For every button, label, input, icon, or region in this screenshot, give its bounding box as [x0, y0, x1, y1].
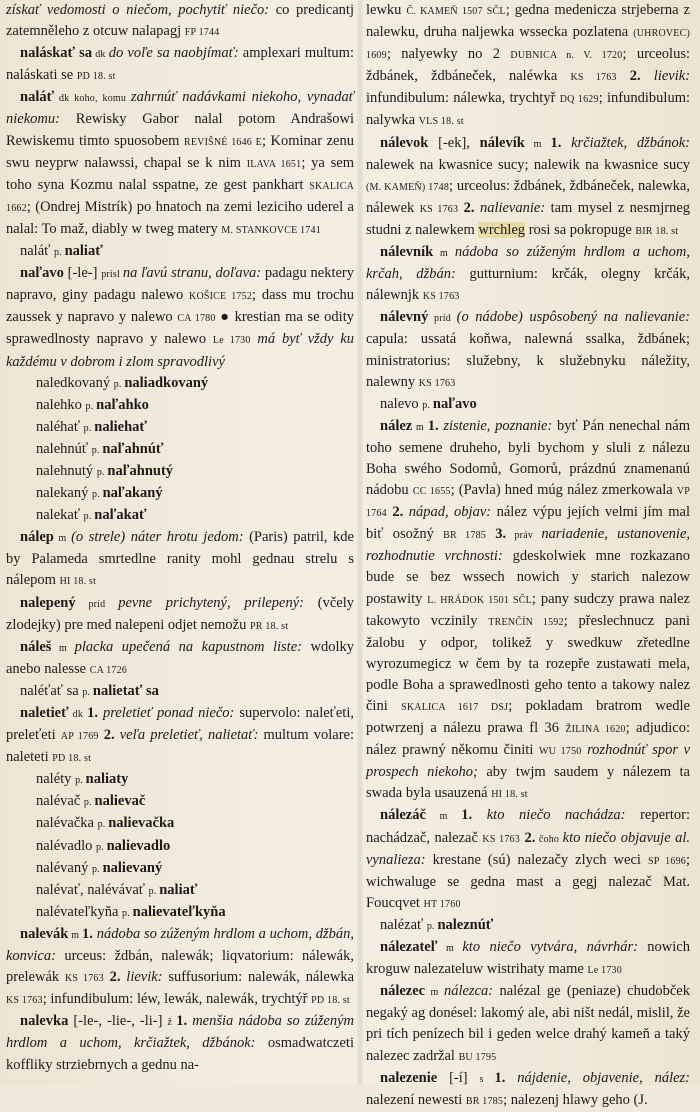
source-abbreviation: m [524, 138, 551, 150]
dictionary-entry [6, 791, 354, 813]
source-abbreviation: p. [83, 797, 95, 809]
entry-text [486, 526, 495, 542]
headword: naletieť [20, 705, 69, 721]
source-abbreviation: Le 1730 [212, 335, 251, 347]
headword: naliadkovaný [124, 374, 209, 391]
headword: nalievač [94, 793, 146, 810]
headword: nalietať sa [92, 682, 159, 699]
dictionary-entry [6, 769, 354, 791]
definition-text: lievik: [653, 68, 691, 85]
source-abbreviation: p. [83, 422, 95, 434]
entry-text: ; nalezenj hlawy geho (J. [503, 1091, 648, 1108]
source-abbreviation: CA 1726 [89, 664, 127, 676]
source-abbreviation: m [53, 533, 72, 545]
headword: nález [380, 417, 413, 434]
entry-text: [-le-] [63, 265, 102, 282]
dictionary-entry [6, 241, 354, 263]
source-abbreviation: p. [96, 841, 107, 853]
source-abbreviation: PD 18. st [311, 995, 350, 1007]
definition-text: zistenie, poznanie: [443, 417, 553, 434]
source-abbreviation: CC 1655 [412, 486, 451, 498]
dictionary-entry [366, 981, 690, 1067]
source-abbreviation: KS 1763 [64, 973, 104, 985]
dictionary-entry [6, 439, 354, 461]
entry-text: byť Pán nenechal nám toho semene druheho, byli bychom y sluli z nálezu Boha swého Sodomů, Gomorů, prázdnú znamenanú nádobu [366, 417, 691, 499]
source-abbreviation: p. [148, 885, 160, 897]
source-abbreviation: KS 1763 [570, 72, 617, 84]
headword: 1. [461, 807, 473, 824]
source-abbreviation: dk [68, 709, 88, 720]
entry-text: nalekať [36, 507, 84, 524]
source-abbreviation: p. [82, 686, 93, 698]
definition-text: nádoba so zúženým hrdlom a uchom, džbán, konvica: [6, 925, 354, 965]
source-abbreviation: VP 1764 [366, 486, 690, 520]
entry-text: gdeskolwiek mne rozkazano bude se bez wssech nowich y starich nalezow postawity [366, 548, 690, 607]
headword: naliať [64, 243, 103, 260]
source-abbreviation: TRENČÍN 1592 [488, 616, 564, 628]
source-abbreviation: HT 1760 [423, 898, 461, 910]
headword: náleš [20, 638, 52, 655]
source-abbreviation: SKALICA 1662 [6, 180, 354, 214]
source-abbreviation: KS 1763 [482, 833, 520, 845]
entry-text: supervolo: naleťeti, preleťeti [6, 705, 354, 744]
headword: naľahnutý [107, 462, 174, 479]
source-abbreviation: m [425, 987, 444, 999]
definition-text: (o nádobe) uspôsobený na nalievanie: [456, 309, 690, 326]
source-abbreviation: M. STANKOVCE 1741 [221, 224, 321, 236]
source-abbreviation: ž [167, 1017, 177, 1029]
source-abbreviation: PD 18. st [76, 71, 116, 83]
dictionary-entry [366, 0, 690, 133]
entry-text: ; gedna medenicza strjeberna z nalewku, druha naljewka wssecka pozlatena [366, 2, 690, 41]
definition-text: nariadenie, ustanovenie, rozhodnutie vrchnosti: [366, 526, 691, 565]
dictionary-entry [366, 1068, 690, 1112]
source-abbreviation: p. [426, 920, 438, 932]
source-abbreviation: SP 1696 [647, 855, 686, 867]
definition-text: nájdenie, objavenie, nález: [517, 1069, 691, 1086]
headword: nálep [20, 529, 54, 546]
headword: naľakaný [102, 485, 163, 502]
definition-text: nádoba so zúženým hrdlom a uchom, krčah, džbán: [366, 244, 690, 283]
source-abbreviation: s [479, 1073, 495, 1085]
headword: 2. [463, 199, 475, 216]
headword: nálezáč [380, 807, 426, 824]
entry-text: ; infundibulum: nalywka [366, 90, 690, 129]
source-abbreviation: prísl [101, 269, 123, 281]
entry-text: nalévačka [36, 815, 98, 832]
left-column [6, 0, 354, 1085]
definition-text: krčiažtek, džbánok: [571, 134, 690, 151]
source-abbreviation: BIR 18. st [635, 225, 679, 237]
source-abbreviation: dk koho, komu [54, 93, 131, 105]
entry-text: ; (Ondrej Mistrík) po hnatoch na zemi leziciho uderel a nalal: To maž, diably w tweg matery [6, 198, 354, 237]
headword: naleznúť [437, 916, 494, 933]
entry-text: nalevo [380, 395, 423, 412]
definition-text: placka upečená na kapustnom liste: [74, 638, 302, 655]
headword: naliať [159, 881, 198, 898]
entry-text: nalévateľkyňa [36, 903, 123, 920]
entry-text: osmadwatczeti koffliky strziebrnych a gednu na- [6, 1035, 354, 1073]
entry-text: wrchleg [478, 221, 526, 238]
source-abbreviation: m [425, 811, 462, 823]
source-abbreviation: KOŠICE 1752 [189, 291, 253, 303]
headword: 1. [82, 925, 93, 942]
dictionary-entry [6, 483, 354, 505]
headword: nalepený [20, 594, 76, 611]
source-abbreviation: Č. KAMEŇ 1507 SČL [406, 6, 506, 17]
definition-text: nalievanie: [479, 199, 546, 216]
dictionary-entry [6, 505, 354, 527]
source-abbreviation: m [437, 943, 463, 955]
dictionary-entry [366, 242, 690, 307]
entry-text: ; infundibulum: léw, lewák, nalewák, trychtýř [42, 991, 312, 1008]
dictionary-entry [6, 813, 354, 835]
headword: naliehať [94, 418, 147, 435]
dictionary-entry [366, 805, 690, 914]
entry-text: gutturnium: krčák, olegny krčák, nálewnjk [366, 266, 690, 304]
entry-text: wdolky anebo nalesse [6, 638, 355, 677]
source-abbreviation: p. [91, 489, 103, 501]
source-abbreviation: príd [428, 313, 457, 325]
source-abbreviation: PR 18. st [250, 620, 289, 632]
dictionary-entry [6, 527, 354, 592]
source-abbreviation: práv [506, 530, 542, 542]
source-abbreviation: čoho [535, 833, 563, 845]
entry-text: ; adjudico: nález prawný někomu činiti [366, 720, 690, 759]
entry-text: (Paris) patril, kde by Palameda smrtedlne ranity mohl gednau strelu s nálepom [6, 529, 354, 589]
entry-text: rosi sa pokropuge [525, 221, 636, 238]
entry-text [641, 68, 654, 84]
dictionary-entry [6, 880, 354, 902]
source-abbreviation: ŽILINA 1620 [565, 724, 626, 736]
dictionary-entry [366, 937, 690, 981]
entry-text: amplexari multum: naláskati se [6, 45, 354, 84]
headword: nalievačka [108, 815, 175, 832]
entry-text: nalévadlo [36, 837, 96, 854]
definition-text: (o strele) náter hrotu jedom: [71, 529, 244, 546]
headword: 3. [495, 526, 507, 543]
dictionary-entry [366, 307, 690, 393]
headword: 2. [109, 969, 121, 986]
source-abbreviation: p. [422, 399, 433, 411]
source-abbreviation: príd [75, 598, 119, 610]
entry-text: nalewek na kwasnice sucy; nalewik na kwasnice sucy [366, 156, 690, 173]
source-abbreviation: BU 1795 [458, 1051, 497, 1063]
dictionary-entry [366, 394, 690, 416]
entry-text: [-ek], [428, 134, 480, 151]
source-abbreviation: CA 1780 [177, 313, 216, 325]
source-abbreviation: HI 18. st [59, 576, 97, 588]
entry-text: nalézať [380, 916, 427, 933]
headword: nálezateľ [380, 939, 438, 956]
dictionary-entry [6, 593, 354, 637]
headword: 2. [103, 727, 115, 744]
source-abbreviation: DUBNICA n. V. 1720 [510, 50, 623, 62]
dictionary-entry [6, 0, 354, 43]
source-abbreviation: p. [96, 466, 108, 478]
headword: 1. [550, 134, 562, 151]
entry-text: suffusorium: nalewák, nálewka [162, 969, 355, 986]
definition-text: nápad, objav: [408, 504, 492, 521]
headword: naľakať [94, 507, 147, 524]
dictionary-entry [6, 924, 354, 1011]
source-abbreviation: p. [113, 378, 125, 390]
source-abbreviation: p. [91, 444, 103, 456]
right-column [366, 0, 691, 1108]
entry-text: nalehnúť [36, 440, 92, 457]
headword: nalevák [20, 925, 69, 942]
source-abbreviation: REVIŠNÉ 1646 E [183, 136, 262, 148]
headword: nálevok [380, 134, 429, 151]
source-abbreviation: p. [53, 247, 65, 259]
source-abbreviation: VLS 18. st [418, 116, 464, 128]
dictionary-entry [6, 703, 354, 769]
dictionary-entry [6, 417, 354, 439]
headword: nálevný [380, 309, 429, 326]
headword: 2. [524, 829, 536, 846]
entry-text: naléťať sa [20, 682, 83, 699]
source-abbreviation: m [68, 929, 83, 941]
source-abbreviation: L. HRÁDOK 1501 SČL [427, 594, 532, 606]
source-abbreviation: p. [85, 400, 97, 412]
source-abbreviation: KS 1763 [6, 995, 43, 1007]
entry-text: [-í] [437, 1069, 480, 1086]
definition-text: zahrnúť nadávkami niekoho, vynadať niekomu: [6, 89, 355, 128]
definition-text: menšia nádoba so zúženým hrdlom a uchom, krčiažtek, džbánok: [6, 1013, 354, 1052]
headword: naľahko [96, 396, 149, 413]
headword: naliaty [85, 771, 129, 788]
entry-text: (včely zlodejky) pre med nalepeni odjet nemožu [6, 594, 355, 633]
entry-text: ; urceolus: ždbánek, ždbáneček, naléwka [366, 46, 691, 85]
headword: nalievadlo [106, 837, 171, 854]
definition-text: lievik: [126, 969, 163, 986]
entry-text: ; Kominar zenu swu neyprw nalawssi, chapal se k nim [6, 132, 354, 171]
entry-text: naláť [20, 243, 54, 260]
entry-text: nález výpu jejích velmi jím mal biť osožný [366, 504, 690, 543]
source-abbreviation: p. [83, 511, 95, 523]
source-abbreviation: m [51, 642, 75, 654]
entry-text: ; dass mu trochu zaussek y napravo y nalewo [6, 287, 354, 326]
entry-text: aby twjm saudem y nálezem ta swada byla usauzená [366, 764, 690, 802]
definition-text: získať vedomosti o niečom, pochytiť niečo: [6, 2, 270, 18]
headword: 1. [87, 705, 98, 721]
headword: nálevík [479, 134, 525, 151]
entry-text: naledkovaný [36, 374, 114, 391]
headword: naľahnúť [102, 440, 164, 457]
source-abbreviation: DQ 1629 [559, 94, 599, 106]
headword: naláskať sa [20, 45, 93, 62]
source-abbreviation: BR 1785 [465, 1095, 504, 1107]
entry-text: ; wichwaluge se gedna mast a gegj nalezač Mat. Foucqvet [366, 851, 690, 911]
source-abbreviation: KS 1763 [419, 203, 459, 215]
source-abbreviation: dk [92, 49, 109, 61]
source-abbreviation: m [412, 421, 428, 433]
entry-text: multum volare: naleteti [6, 727, 355, 766]
entry-text [617, 68, 630, 84]
entry-text: nalévaný [36, 859, 92, 876]
entry-text [472, 807, 487, 823]
entry-text: ● krestian ma se odity sprawedlnosty napravo y nalewo [6, 309, 354, 348]
source-abbreviation: FP 1744 [184, 27, 220, 39]
entry-text: repertor: nachádzač, nalezač [366, 807, 690, 846]
entry-text: ; (Pavla) hned múg nález zmerkowala [450, 482, 677, 499]
headword: nalevka [20, 1013, 69, 1030]
source-abbreviation: PD 18. st [52, 753, 92, 765]
dictionary-entry [6, 902, 354, 924]
dictionary-entry [6, 87, 354, 241]
definition-text: má byť vždy ku každému v dobrom i zlom spravodlivý [6, 331, 355, 370]
dictionary-entry [6, 263, 354, 372]
definition-text: do voľe sa naobjímať: [108, 45, 239, 62]
headword: naľavo [20, 265, 64, 282]
source-abbreviation: ILAVA 1651 [246, 158, 302, 170]
entry-text: tam mysel z nesmjrneg studni z nalewkem [366, 199, 691, 238]
entry-text: ; pokladam bratrom wedle potwrzenj a nálezu prawa fl 36 [366, 698, 690, 737]
headword: 1. [427, 417, 439, 434]
headword: naláť [20, 89, 55, 106]
entry-text: nalehko [36, 396, 86, 413]
headword: 1. [176, 1013, 188, 1030]
definition-text: rozhodnúť spor v prospech niekoho; [366, 742, 691, 781]
entry-text: infundibulum: nálewka, trychtyř [366, 90, 560, 107]
headword: naľavo [432, 395, 477, 412]
entry-text: ; nalyewky no 2 [386, 46, 511, 63]
source-abbreviation: HI 18. st [491, 789, 528, 801]
source-abbreviation: p. [91, 863, 103, 875]
source-abbreviation: KS 1763 [422, 291, 460, 303]
source-abbreviation: KS 1763 [418, 377, 456, 389]
source-abbreviation: WU 1750 [538, 746, 582, 758]
entry-text: [-le-, -lie-, -li-] [68, 1013, 168, 1030]
dictionary-entry [366, 915, 690, 937]
dictionary-entry [6, 836, 354, 858]
entry-text [561, 135, 571, 151]
entry-text: nalekaný [36, 485, 92, 502]
entry-text: nowich kroguw nalezateluw wistrihaty mame [366, 939, 690, 978]
dictionary-entry [6, 681, 354, 703]
entry-text: ; pany sudczy prawa nalez takowyto vczinily [366, 590, 690, 629]
entry-text: nalévač [36, 793, 84, 810]
dictionary-entry [6, 858, 354, 880]
headword: 2. [392, 504, 404, 521]
dictionary-entry [6, 43, 354, 87]
entry-text: nalehnutý [36, 462, 97, 479]
definition-text: kto niečo objavuje al. vynalieza: [366, 829, 691, 868]
dictionary-entry [6, 637, 354, 681]
entry-text: ; urceolus: ždbánek, ždbáneček, nalewka, nálewek [366, 177, 690, 216]
entry-text: nalézal ge (peniaze) chudobček negaký ag donésel: lakomý ale, abi ništ nedál, mislil, že pri tích penízech bil i geden welce drahý kameň a taký nalezec zadržal [366, 983, 690, 1064]
dictionary-entry [6, 395, 354, 417]
definition-text: na ľavú stranu, doľava: [122, 265, 262, 282]
entry-text [505, 1070, 517, 1086]
definition-text: pevne prichytený, prilepený: [118, 594, 304, 611]
entry-text: ; ya sem toho syna Kozmu nalal sspatne, ze gest pankhart [6, 154, 354, 193]
column-gutter [357, 0, 363, 1085]
headword: nalievaný [102, 859, 163, 876]
entry-text: padagu nektery napravo, giny padagu nalewo [6, 265, 354, 304]
dictionary-entry [366, 133, 690, 242]
source-abbreviation: (M. KAMEŇ) 1748 [366, 181, 450, 193]
dictionary-entry [6, 461, 354, 483]
definition-text: kto niečo vytvára, návrhár: [462, 939, 638, 956]
headword: nálezec [380, 983, 426, 1000]
entry-text: naléty [36, 771, 76, 788]
source-abbreviation: BR 1785 [443, 530, 486, 542]
headword: nálevník [380, 244, 434, 261]
definition-text: veľa preletieť, nalietať: [119, 727, 259, 744]
source-abbreviation: p. [122, 907, 133, 919]
entry-text: nalévať, nalévávať [36, 881, 149, 898]
entry-text: lewku [366, 2, 407, 18]
definition-text: kto niečo nachádza: [486, 807, 626, 824]
entry-text: krestane (sú) nalezačy zlych weci [425, 851, 648, 868]
source-abbreviation: SKALICA 1617 DSJ [401, 702, 509, 713]
entry-text: nalezení newesti [366, 1091, 466, 1108]
entry-text: naléhať [36, 418, 84, 435]
headword: 2. [629, 68, 641, 85]
headword: nalievateľkyňa [132, 903, 226, 920]
headword: nalezenie [380, 1069, 438, 1086]
definition-text: preletieť ponad niečo: [102, 705, 235, 721]
entry-text: co predicantj zatemněleho z otcuw nalapagj [6, 2, 354, 40]
source-abbreviation: AP 1769 [60, 731, 99, 743]
dictionary-entry [366, 416, 690, 806]
dictionary-entry [6, 1011, 354, 1075]
source-abbreviation: p. [97, 819, 109, 831]
entry-text: Rewisky Gabor nalal potom Andrašowi Rewiskemu timto spuosobem [6, 111, 354, 149]
source-abbreviation: (UHROVEC) 1609 [366, 28, 690, 62]
headword: 1. [494, 1069, 506, 1086]
source-abbreviation: Le 1730 [587, 965, 622, 977]
entry-text: urceus: ždbán, nalewák; liqvatorium: nálewák, prelewák [6, 948, 354, 986]
dictionary-entry [6, 373, 354, 395]
entry-text: ; přeslechnucz pani žalobu y odpor, tolikež y swedkuw zřetedlne wyrozumegicz w čem by ta rozepře zustawati mela, podle Boha a sprawedlnosti geho tento a takowy nalez čini [366, 612, 691, 714]
definition-text: nálezca: [443, 983, 494, 1000]
entry-text: capula: ussatá koňwa, nalewná ssalka, ždbánek; ministratorius: služebny, k služebnyku náležity, nalewny [366, 331, 690, 390]
source-abbreviation: p. [75, 775, 86, 787]
source-abbreviation: m [433, 248, 455, 260]
